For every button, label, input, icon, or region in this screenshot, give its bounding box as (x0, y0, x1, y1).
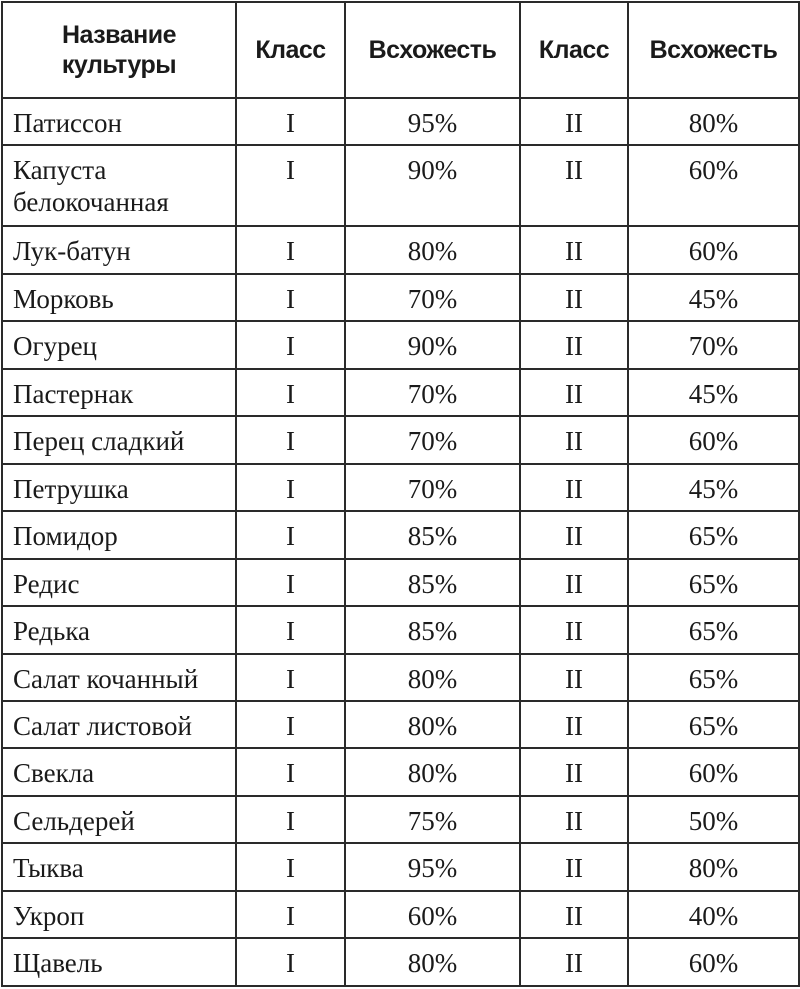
germination-1-cell: 80% (345, 654, 520, 701)
class-1-cell: I (236, 226, 345, 273)
crop-name-cell: Салат листовой (2, 701, 236, 748)
crop-name-cell: Пастернак (2, 369, 236, 416)
crop-name-cell: Патиссон (2, 98, 236, 145)
class-1-cell: I (236, 274, 345, 321)
germination-1-cell: 60% (345, 891, 520, 938)
class-1-cell: I (236, 145, 345, 226)
class-2-cell: II (520, 274, 628, 321)
table-row (2, 369, 799, 416)
germination-2-cell: 65% (628, 701, 799, 748)
table-row (2, 511, 799, 558)
header-germination-2: Всхожесть (628, 2, 799, 98)
table-row (2, 321, 799, 368)
class-2-cell: II (520, 226, 628, 273)
class-2-cell: II (520, 98, 628, 145)
class-1-cell: I (236, 701, 345, 748)
class-2-cell: II (520, 654, 628, 701)
header-crop-name: Название культуры (2, 2, 236, 98)
table-row (2, 843, 799, 890)
germination-1-cell: 70% (345, 369, 520, 416)
germination-2-cell: 65% (628, 654, 799, 701)
table-row (2, 606, 799, 653)
germination-1-cell: 90% (345, 145, 520, 226)
class-1-cell: I (236, 748, 345, 795)
table-row (2, 226, 799, 273)
table-row (2, 145, 799, 226)
germination-2-cell: 80% (628, 98, 799, 145)
class-2-cell: II (520, 843, 628, 890)
class-2-cell: II (520, 321, 628, 368)
table-row (2, 274, 799, 321)
germination-1-cell: 95% (345, 98, 520, 145)
crop-name-cell: Редис (2, 559, 236, 606)
germination-1-cell: 70% (345, 274, 520, 321)
germination-2-cell: 60% (628, 748, 799, 795)
crop-name-cell: Тыква (2, 843, 236, 890)
class-1-cell: I (236, 843, 345, 890)
germination-2-cell: 50% (628, 796, 799, 843)
crop-name-cell: Лук-батун (2, 226, 236, 273)
crop-name-cell: Свекла (2, 748, 236, 795)
class-1-cell: I (236, 464, 345, 511)
class-1-cell: I (236, 654, 345, 701)
table-row (2, 891, 799, 938)
table-row (2, 654, 799, 701)
class-1-cell: I (236, 369, 345, 416)
crop-name-cell: Щавель (2, 938, 236, 986)
class-1-cell: I (236, 606, 345, 653)
class-2-cell: II (520, 145, 628, 226)
table-row (2, 464, 799, 511)
germination-2-cell: 80% (628, 843, 799, 890)
class-2-cell: II (520, 938, 628, 986)
table-row (2, 748, 799, 795)
class-2-cell: II (520, 891, 628, 938)
germination-2-cell: 70% (628, 321, 799, 368)
germination-2-cell: 65% (628, 559, 799, 606)
germination-1-cell: 85% (345, 559, 520, 606)
class-2-cell: II (520, 369, 628, 416)
crop-name-cell: Салат кочанный (2, 654, 236, 701)
class-2-cell: II (520, 559, 628, 606)
germination-1-cell: 95% (345, 843, 520, 890)
germination-1-cell: 80% (345, 938, 520, 986)
germination-1-cell: 75% (345, 796, 520, 843)
header-class-1: Класс (236, 2, 345, 98)
crop-name-cell: Петрушка (2, 464, 236, 511)
germination-2-cell: 60% (628, 416, 799, 463)
class-2-cell: II (520, 511, 628, 558)
class-1-cell: I (236, 321, 345, 368)
class-2-cell: II (520, 464, 628, 511)
germination-table (1, 1, 800, 987)
class-2-cell: II (520, 701, 628, 748)
germination-2-cell: 60% (628, 226, 799, 273)
table-row (2, 416, 799, 463)
germination-2-cell: 40% (628, 891, 799, 938)
crop-name-cell: Сельдерей (2, 796, 236, 843)
header-row (2, 2, 799, 98)
class-2-cell: II (520, 606, 628, 653)
germination-1-cell: 90% (345, 321, 520, 368)
germination-1-cell: 85% (345, 606, 520, 653)
germination-2-cell: 65% (628, 511, 799, 558)
crop-name-cell: Помидор (2, 511, 236, 558)
germination-2-cell: 45% (628, 369, 799, 416)
germination-1-cell: 80% (345, 748, 520, 795)
germination-2-cell: 45% (628, 274, 799, 321)
germination-2-cell: 65% (628, 606, 799, 653)
crop-name-cell: Укроп (2, 891, 236, 938)
germination-2-cell: 45% (628, 464, 799, 511)
crop-name-cell: Огурец (2, 321, 236, 368)
germination-1-cell: 70% (345, 464, 520, 511)
class-1-cell: I (236, 511, 345, 558)
class-1-cell: I (236, 559, 345, 606)
class-1-cell: I (236, 98, 345, 145)
header-class-2: Класс (520, 2, 628, 98)
crop-name-cell: Редька (2, 606, 236, 653)
class-2-cell: II (520, 796, 628, 843)
germination-1-cell: 80% (345, 701, 520, 748)
germination-2-cell: 60% (628, 938, 799, 986)
table-row (2, 796, 799, 843)
germination-1-cell: 80% (345, 226, 520, 273)
class-2-cell: II (520, 748, 628, 795)
class-1-cell: I (236, 938, 345, 986)
germination-2-cell: 60% (628, 145, 799, 226)
germination-1-cell: 85% (345, 511, 520, 558)
table-row (2, 938, 799, 986)
table-row (2, 701, 799, 748)
class-1-cell: I (236, 891, 345, 938)
crop-name-cell: Морковь (2, 274, 236, 321)
germination-1-cell: 70% (345, 416, 520, 463)
class-1-cell: I (236, 416, 345, 463)
class-1-cell: I (236, 796, 345, 843)
header-germination-1: Всхожесть (345, 2, 520, 98)
table-row (2, 98, 799, 145)
crop-name-cell: Перец сладкий (2, 416, 236, 463)
class-2-cell: II (520, 416, 628, 463)
table-row (2, 559, 799, 606)
crop-name-cell: Капуста белокочанная (2, 145, 236, 226)
